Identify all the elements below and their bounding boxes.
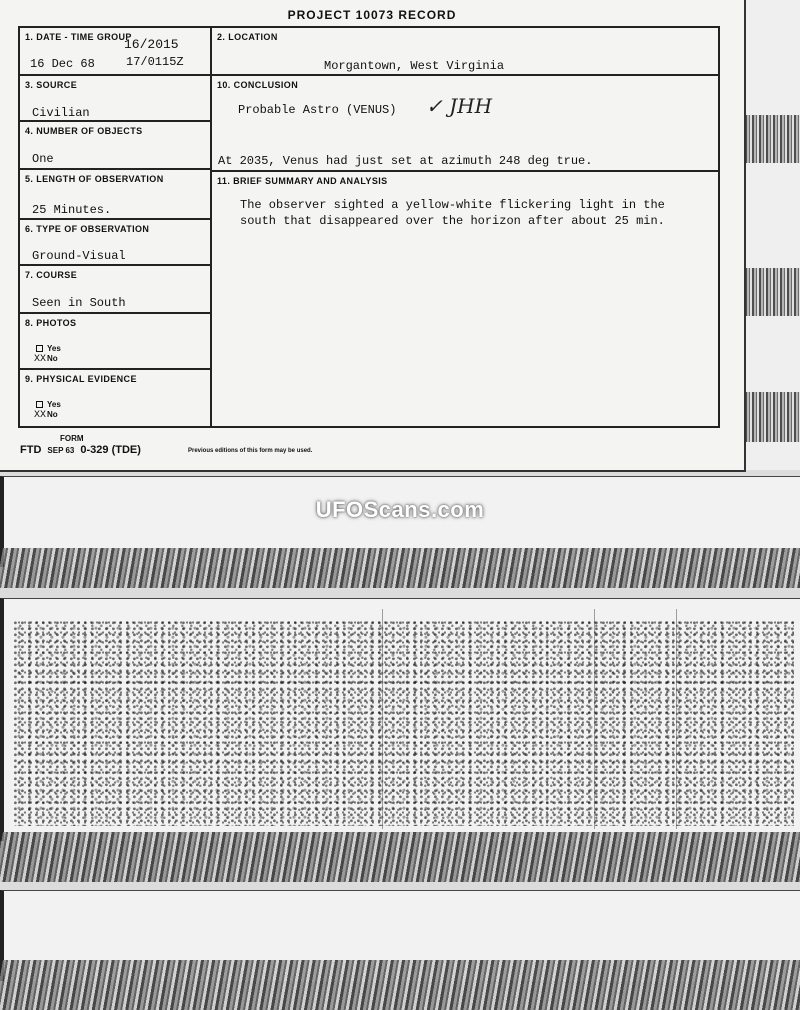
scan-noise bbox=[745, 392, 800, 442]
field-physical-evidence bbox=[20, 370, 210, 426]
footer-form-label: FORM bbox=[60, 434, 84, 443]
field-label: 2. LOCATION bbox=[217, 32, 278, 42]
field-source bbox=[20, 76, 210, 122]
source-value: Civilian bbox=[32, 106, 90, 120]
footer-note: Previous editions of this form may be used. bbox=[188, 448, 313, 454]
evidence-yes-option: Yes bbox=[36, 400, 61, 409]
type-of-observation-value: Ground-Visual bbox=[32, 249, 126, 263]
scan-noise bbox=[745, 115, 800, 163]
field-label: 1. DATE - TIME GROUP bbox=[25, 32, 132, 42]
summary-line: The observer sighted a yellow-white flickering light in the bbox=[240, 198, 665, 212]
field-type-of-observation bbox=[20, 220, 210, 266]
field-label: 7. COURSE bbox=[25, 270, 78, 280]
right-column bbox=[212, 28, 718, 426]
location-value: Morgantown, West Virginia bbox=[324, 59, 505, 73]
field-label: 8. PHOTOS bbox=[25, 318, 77, 328]
scan-band bbox=[0, 548, 800, 588]
x-mark-icon: XX bbox=[34, 410, 47, 421]
scan-band bbox=[0, 960, 800, 1010]
field-conclusion bbox=[212, 76, 718, 172]
field-date-time-group bbox=[20, 28, 210, 76]
photos-yes-option: Yes bbox=[36, 344, 61, 353]
background-sheet bbox=[0, 598, 800, 841]
field-label: 4. NUMBER OF OBJECTS bbox=[25, 126, 143, 136]
photos-no-option: XXNo bbox=[34, 354, 58, 365]
length-of-observation-value: 25 Minutes. bbox=[32, 203, 112, 217]
footer-form-number: 0-329 (TDE) bbox=[80, 444, 141, 456]
field-label: 3. SOURCE bbox=[25, 80, 78, 90]
field-label: 9. PHYSICAL EVIDENCE bbox=[25, 374, 137, 384]
zulu-time-value: 17/0115Z bbox=[126, 55, 184, 69]
handwritten-initials: ✓ JHH bbox=[426, 94, 493, 118]
watermark: UFOScans.com bbox=[315, 497, 485, 522]
footer-ftd: FTD bbox=[20, 444, 42, 456]
form-title: PROJECT 10073 RECORD bbox=[287, 8, 457, 22]
course-value: Seen in South bbox=[32, 296, 126, 310]
scan-speckle bbox=[14, 621, 794, 826]
summary-line: south that disappeared over the horizon after about 25 min. bbox=[240, 214, 665, 228]
field-location bbox=[212, 28, 718, 76]
evidence-no-option: XXNo bbox=[34, 410, 58, 421]
conclusion-value: Probable Astro (VENUS) bbox=[238, 103, 397, 117]
x-mark-icon: XX bbox=[34, 354, 47, 365]
field-length-of-observation bbox=[20, 170, 210, 220]
number-of-objects-value: One bbox=[32, 152, 54, 166]
left-column bbox=[20, 28, 212, 426]
scan-noise bbox=[745, 268, 800, 316]
field-summary bbox=[212, 172, 718, 426]
conclusion-note: At 2035, Venus had just set at azimuth 248 deg true. bbox=[218, 154, 593, 168]
field-label: 10. CONCLUSION bbox=[217, 80, 299, 90]
scan-band bbox=[0, 832, 800, 882]
field-label: 6. TYPE OF OBSERVATION bbox=[25, 224, 150, 234]
form-table bbox=[18, 26, 720, 428]
footer-date: SEP 63 bbox=[47, 446, 75, 455]
record-card bbox=[0, 0, 746, 472]
field-photos bbox=[20, 314, 210, 370]
time-group-value: 16/2015 bbox=[124, 37, 179, 52]
date-value: 16 Dec 68 bbox=[30, 57, 95, 71]
field-number-of-objects bbox=[20, 122, 210, 170]
checkbox-empty-icon bbox=[36, 401, 43, 408]
field-label: 5. LENGTH OF OBSERVATION bbox=[25, 174, 164, 184]
field-label: 11. BRIEF SUMMARY AND ANALYSIS bbox=[217, 176, 388, 186]
field-course bbox=[20, 266, 210, 314]
checkbox-empty-icon bbox=[36, 345, 43, 352]
